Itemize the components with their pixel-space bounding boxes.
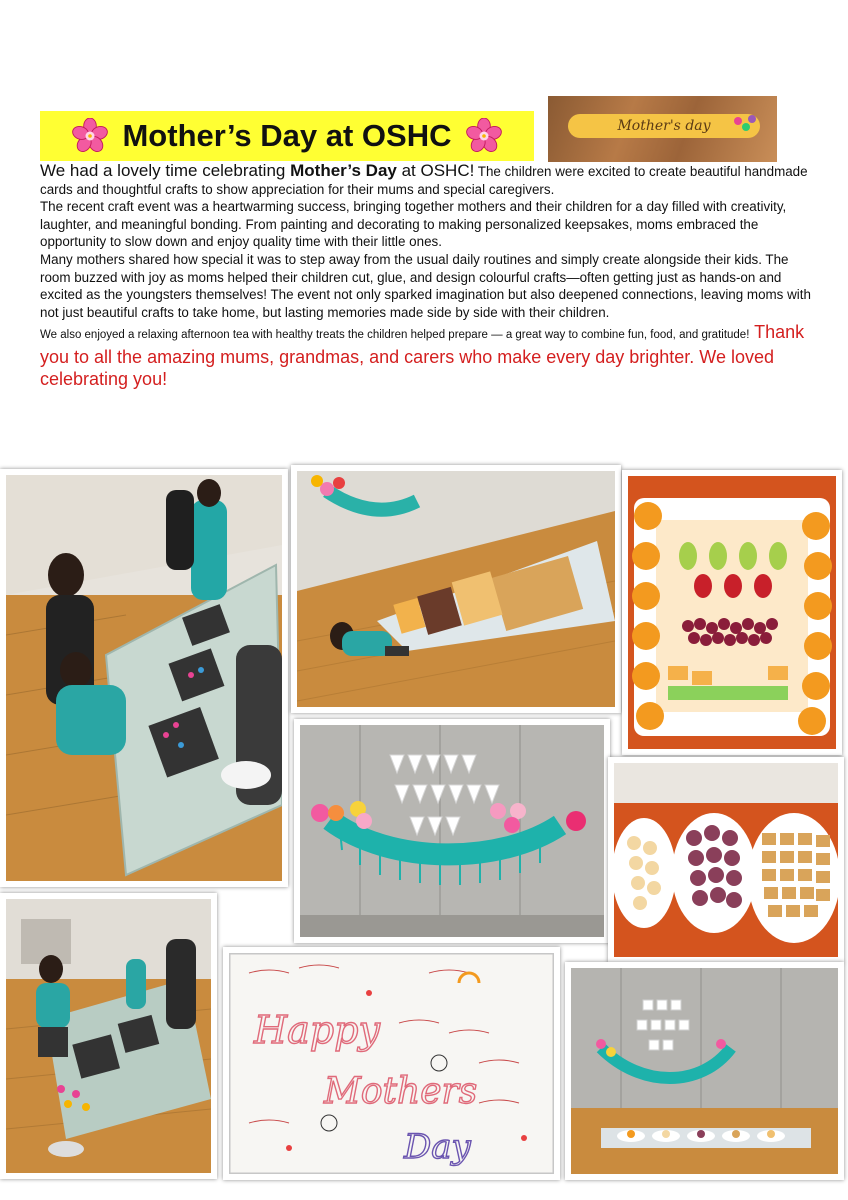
whiteboard-mothers: Mothers [324, 1071, 478, 1112]
mothers-day-sign: Mother's day [568, 114, 760, 138]
craft-event-paragraph: The recent craft event was a heartwarming success, bringing together mothers and their children for a day filled with creativity, laughter, and meaningful bonding. From painting and decorating to making personalized keepsakes, moms embraced the opportunity to slow down and enjoy quality time with their little ones. [40, 199, 787, 250]
photo-wall-banner [294, 719, 610, 943]
photo-fruit-platter [622, 470, 842, 755]
mothers-shared-paragraph: Many mothers shared how special it was to step away from the usual daily routines and simply create alongside their kids. The room buzzed with joy as moms helped their children cut, glue, and design colourful crafts—often getting just as hands-on and excited as the youngsters themselves! The event not only sparked imagination but also deepened connections, leaving moms with not just beautiful crafts to take home, but lasting memories made side by side with their children. [40, 251, 811, 320]
intro-lead: We had a lovely time celebrating [40, 161, 291, 180]
photo-whiteboard [223, 947, 560, 1180]
intro-paragraph [40, 162, 820, 198]
intro-emphasis: Mother’s Day [290, 161, 397, 180]
cherry-blossom-icon [72, 118, 108, 154]
mothers-day-sign-photo [548, 96, 777, 162]
whiteboard-happy: Happy [254, 1008, 380, 1052]
closing-paragraph [40, 321, 820, 390]
title-banner [40, 111, 534, 161]
intro-rest: The children were excited to create beautiful handmade cards and thoughtful crafts to show appreciation for their mums and special caregivers. [40, 164, 808, 197]
decor-bead [748, 115, 756, 123]
afternoon-tea-text: We also enjoyed a relaxing afternoon tea with healthy treats the children helped prepare — a great way to combine fun, food, and gratitude! [40, 329, 750, 342]
thank-you-text: Thank you to all the amazing mums, grandmas, and carers who make every day brighter. We loved celebrating you! [40, 322, 805, 390]
article-body [40, 162, 820, 390]
cherry-blossom-icon [466, 118, 502, 154]
decor-bead [734, 117, 742, 125]
photo-food-table [291, 465, 621, 713]
photo-kids-craft [0, 893, 217, 1179]
whiteboard-day: Day [404, 1127, 471, 1167]
page-title: Mother’s Day at OSHC [122, 118, 452, 153]
intro-lead-end: at OSHC! [396, 161, 475, 180]
photo-room-overview [565, 962, 844, 1180]
photo-muffins [608, 757, 844, 963]
photo-craft-table [0, 469, 288, 887]
decor-bead [742, 123, 750, 131]
